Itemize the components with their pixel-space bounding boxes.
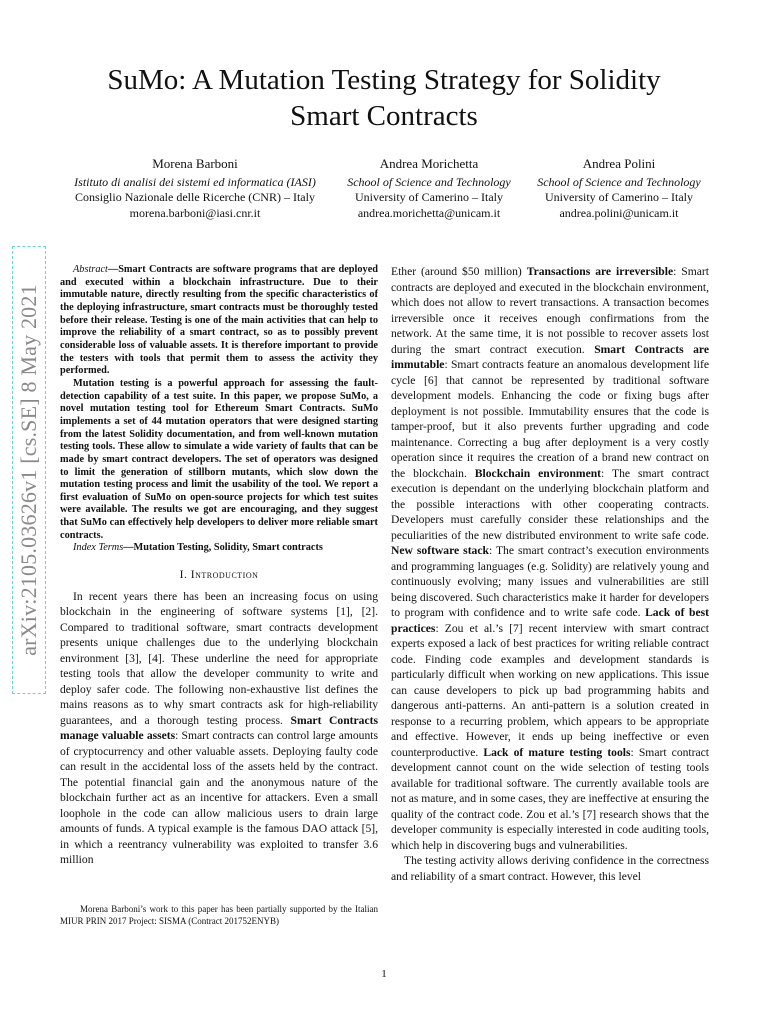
- author-institution: University of Camerino – Italy: [545, 190, 693, 204]
- page-number: 1: [381, 968, 387, 980]
- abstract-paragraph-2: Mutation testing is a powerful approach for assessing the fault-detection capability of a test suite. In this paper, we propose SuMo, a novel mutation testing tool for Ethereum Smart Contracts. SuMo implements a set of 44 mutation operators that were designed starting from the latest Solidity documentation, and from well-known mutation testing tools. These allow to simulate a wide variety of faults that can be made by smart contract developers. The set of operators was designed to limit the generation of stillborn mutants, which slow down the mutation testing process and limit the usability of the tool. We report a first evaluation of SuMo on open-source projects for which test suites were available. The results we got are encouraging, and they suggest that SuMo can effectively help developers to deliver more reliable smart contracts.: [60, 377, 378, 541]
- bold-term: Blockchain environment: [474, 466, 602, 480]
- bold-term: New software stack: [391, 544, 489, 557]
- intro-text-b: : Smart contracts can control large amounts of cryptocurrency and other valuable assets. Deploying faulty code can result in the accidental loss of the assets held by the contract. The potential financial gain and the anonymous nature of the blockchain further act as an incentive for attackers. Even a small loophole in the code can allow malicious users to drain large amounts of funds. A typical example is the famous DAO attack [5], in which a reentrancy vulnerability was exploited to transfer 3.6 million: [60, 729, 379, 867]
- abstract-label: Abstract: [73, 264, 108, 275]
- author-name: Morena Barboni: [152, 156, 238, 171]
- right-text: : The smart contract’s execution environments and programming languages (e.g. Solidity) are relatively young and continuously evolving; many issues and vulnerabilities are still being discovered. Such characteristics make it harder for developers to program with confidence and to write safe code.: [391, 544, 710, 619]
- author-email: andrea.morichetta@unicam.it: [357, 205, 501, 220]
- intro-bold-term: Smart Contracts manage valuable assets: [60, 713, 378, 743]
- intro-text-a: In recent years there has been an increasing focus on using blockchain in the engineering of software systems [1], [2]. Compared to traditional software, smart contracts development presents unique challenges due to the underlying blockchain environment [3], [4]. These underline the need for appropriate testing tools that allow the developer community to write and deploy safer code. The following non-exhaustive list defines the mains reasons as to why smart contracts ask for high-reliability guarantees, and a thorough testing process.: [60, 589, 378, 727]
- right-text: : Smart contracts feature an anomalous development life cycle [6] that cannot be represented by traditional software development models. Enhancing the code or fixing bugs after deployment is not possible. Immutability ensures that the code is tamper-proof, but it also prevents further upgrading and code maintenance. Correcting a bug after deployment is a very costly operation since it requires the creation of a brand new contract on the blockchain.: [391, 358, 709, 480]
- section-number: I.: [179, 568, 191, 582]
- author-3: [526, 156, 712, 221]
- abstract: [60, 264, 378, 555]
- author-2: [334, 156, 524, 221]
- author-name: Andrea Morichetta: [379, 156, 479, 171]
- author-institution: Consiglio Nazionale delle Ricerche (CNR) – Italy: [75, 190, 315, 204]
- bold-term: Lack of best practices: [391, 606, 710, 635]
- right-column: [391, 264, 709, 884]
- author-affiliation: School of Science and Technology: [537, 174, 701, 189]
- bold-term: Transactions are irreversible: [526, 265, 674, 278]
- intro-paragraph-1: [60, 589, 378, 868]
- bold-term: Lack of mature testing tools: [483, 745, 631, 759]
- right-paragraph-1: [391, 264, 709, 853]
- title-line-2: Smart Contracts: [290, 100, 478, 132]
- index-terms-label: Index Terms: [73, 542, 124, 554]
- paper-title: [40, 62, 728, 134]
- funding-footnote: Morena Barboni’s work to this paper has been partially supported by the Italian MIUR PRIN 2017 Project: SISMA (Contract 201752ENYB): [60, 904, 378, 926]
- section-heading-introduction: [60, 567, 378, 583]
- author-affiliation: Istituto di analisi dei sistemi ed informatica (IASI): [74, 174, 316, 189]
- right-text: : Smart contracts are deployed and executed in the blockchain environment, which does not allow to revert transactions. A transaction becomes irreversible once it receives enough confirmations from the network. At the same time, it is not possible to recover assets lost during the smart contract execution.: [391, 265, 709, 356]
- author-block: [60, 156, 708, 226]
- title-line-1: SuMo: A Mutation Testing Strategy for Solidity: [107, 64, 661, 96]
- right-text: : The smart contract execution is dependant on the underlying blockchain platform and the possible interactions with other cooperating contracts. Developers must carefully consider these relationships and the peculiarities of the new distributed environment to write safe code.: [391, 466, 709, 542]
- abstract-paragraph-1: [60, 264, 378, 378]
- index-terms-text: —Mutation Testing, Solidity, Smart contracts: [123, 542, 323, 554]
- left-column: [60, 264, 378, 868]
- right-text: : Smart contract development cannot count on the wide selection of testing tools available for traditional software. The currently available tools are not as mature, and in some cases, they are ineffective at ensuring the quality of the contract code. Zou et al.’s [7] research shows that the developer community is especially interested in code auditing tools, which help in discovering bugs and vulnerabilities.: [391, 745, 710, 852]
- arxiv-identifier-stamp[interactable]: [12, 246, 46, 694]
- author-name: Andrea Polini: [582, 156, 656, 171]
- abstract-text-1: —Smart Contracts are software programs that are deployed and executed within a blockchain infrastructure. Due to their immutable nature, directly resulting from the specific characteristics of the deploying infrastructure, smart contracts must be thoroughly tested before their release. Testing is one of the main activities that can help to improve the reliability of a smart contract, so as to possibly prevent considerable loss of valuable assets. It is therefore important to provide the testers with tools that permit them to assess the activity they performed.: [60, 264, 378, 377]
- author-affiliation: School of Science and Technology: [347, 174, 511, 189]
- right-paragraph-2: The testing activity allows deriving confidence in the correctness and reliability of a smart contract. However, this level: [391, 854, 709, 883]
- right-text: : Zou et al.’s [7] recent interview with smart contract experts exposed a lack of best practices for writing reliable contract code. Finding code examples and development standards is particularly difficult when working on new applications. This issue can cause developers to pick up bad programming habits and dangerous anti-patterns. An anti-pattern is a solution created in response to a recurring problem, which appears to be appropriate and effective. However, it ends up being ineffective or even counterproductive.: [391, 621, 709, 759]
- author-email: morena.barboni@iasi.cnr.it: [129, 205, 261, 220]
- bold-term: Smart Contracts are immutable: [391, 342, 709, 371]
- section-title: Introduction: [190, 568, 259, 582]
- arxiv-id-text: arXiv:2105.03626v1 [cs.SE] 8 May 2021: [16, 284, 41, 656]
- author-email: andrea.polini@unicam.it: [559, 205, 679, 220]
- index-terms: [60, 542, 378, 555]
- right-text: Ether (around $50 million): [391, 265, 527, 278]
- author-institution: University of Camerino – Italy: [355, 190, 503, 204]
- author-1: [60, 156, 330, 221]
